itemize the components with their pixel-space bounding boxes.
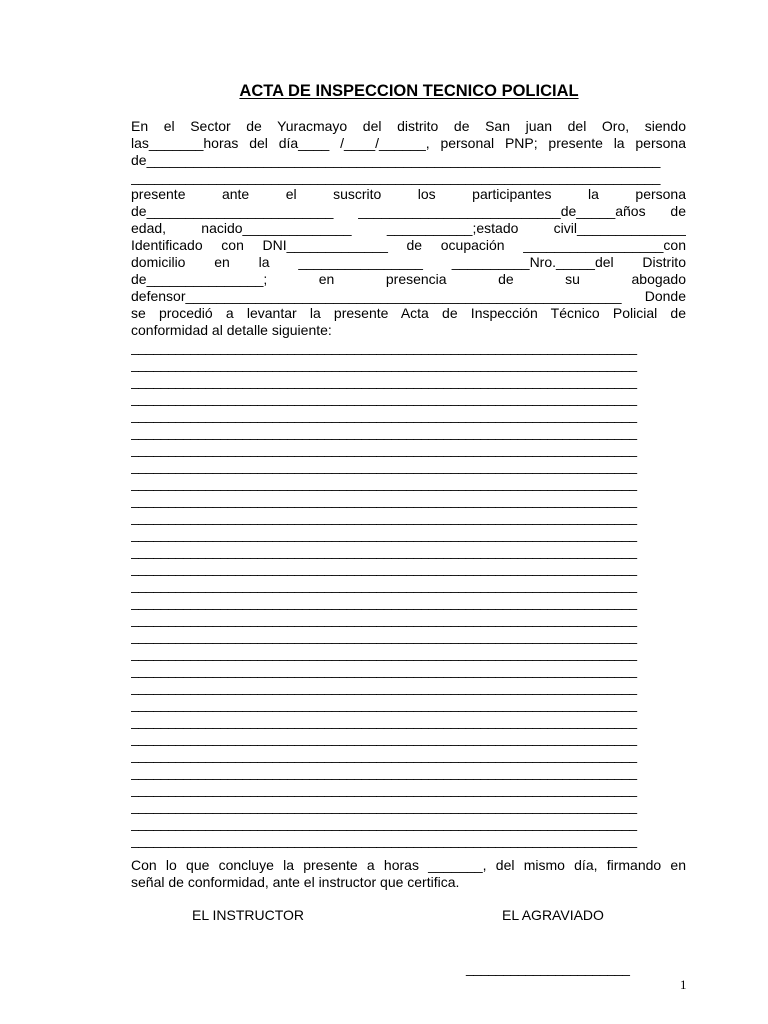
blank-detail-line: ____________________________________________________________________ [131, 798, 637, 814]
intro-last-line: conformidad al detalle siguiente: [131, 322, 332, 338]
blank-detail-line: ____________________________________________________________________ [131, 407, 637, 423]
document-title: ACTA DE INSPECCION TECNICO POLICIAL [239, 82, 579, 100]
closing-last-line: señal de conformidad, ante el instructor que certifica. [131, 874, 460, 890]
blank-detail-line: ____________________________________________________________________ [131, 645, 637, 661]
intro-line: las_______horas del día____ /____/______, personal PNP; presente la persona [131, 135, 686, 151]
blank-detail-line: ____________________________________________________________________ [131, 815, 637, 831]
intro-line: de_______________; en presencia de su abogado [131, 271, 686, 287]
closing-paragraph [131, 857, 686, 891]
intro-line: defensor________________________________________________________ Donde [131, 288, 686, 304]
blank-detail-line: ____________________________________________________________________ [131, 339, 637, 355]
blank-detail-line: ____________________________________________________________________ [131, 764, 637, 780]
blank-detail-line: ____________________________________________________________________ [131, 696, 637, 712]
intro-line: edad, nacido______________ ___________;estado civil______________ [131, 220, 686, 236]
blank-detail-line: ____________________________________________________________________ [131, 475, 637, 491]
blank-detail-line: ____________________________________________________________________ [131, 543, 637, 559]
blank-detail-line: ____________________________________________________________________ [131, 594, 637, 610]
blank-detail-line: ____________________________________________________________________ [131, 662, 637, 678]
intro-line: se procedió a levantar la presente Acta de Inspección Técnico Policial de [131, 305, 686, 321]
intro-line: de________________________ __________________________de_____años de [131, 203, 686, 219]
blank-detail-line: ____________________________________________________________________ [131, 509, 637, 525]
closing-line: Con lo que concluye la presente a horas _______, del mismo día, firmando en [131, 857, 686, 873]
blank-detail-line: ____________________________________________________________________ [131, 560, 637, 576]
blank-detail-line: ____________________________________________________________________ [131, 747, 637, 763]
blank-detail-line: ____________________________________________________________________ [131, 492, 637, 508]
blank-detail-line: ____________________________________________________________________ [131, 356, 637, 372]
intro-line: En el Sector de Yuracmayo del distrito de San juan del Oro, siendo [131, 118, 686, 134]
blank-detail-line: ____________________________________________________________________ [131, 628, 637, 644]
document-body [131, 118, 686, 849]
blank-detail-line: ____________________________________________________________________ [131, 713, 637, 729]
blank-detail-line: ____________________________________________________________________ [131, 832, 637, 848]
blank-detail-line: ____________________________________________________________________ [131, 373, 637, 389]
closing-lines [131, 857, 686, 874]
blank-detail-line: ____________________________________________________________________ [131, 441, 637, 457]
blank-detail-line: ____________________________________________________________________ [131, 577, 637, 593]
blank-detail-line: ____________________________________________________________________ [131, 781, 637, 797]
blank-detail-line: ____________________________________________________________________ [131, 390, 637, 406]
agraviado-signature-label: EL AGRAVIADO [502, 907, 604, 923]
detail-blank-lines [131, 339, 686, 849]
blank-detail-line: ____________________________________________________________________ [131, 458, 637, 474]
blank-detail-line: ____________________________________________________________________ [131, 679, 637, 695]
signature-line: ______________________ [466, 960, 630, 976]
intro-line: presente ante el suscrito los participantes la persona [131, 186, 686, 202]
intro-paragraph [131, 118, 686, 322]
intro-line: Identificado con DNI_____________ de ocupación __________________con [131, 237, 686, 253]
blank-detail-line: ____________________________________________________________________ [131, 611, 637, 627]
instructor-signature-label: EL INSTRUCTOR [192, 907, 305, 923]
intro-line: domicilio en la ________________ __________Nro._____del Distrito [131, 254, 686, 270]
intro-line: de__________________________________________________________________ [131, 152, 661, 168]
blank-detail-line: ____________________________________________________________________ [131, 424, 637, 440]
blank-detail-line: ____________________________________________________________________ [131, 730, 637, 746]
intro-line: ____________________________________________________________________ [131, 169, 661, 185]
blank-detail-line: ____________________________________________________________________ [131, 526, 637, 542]
page-number: 1 [680, 977, 687, 992]
